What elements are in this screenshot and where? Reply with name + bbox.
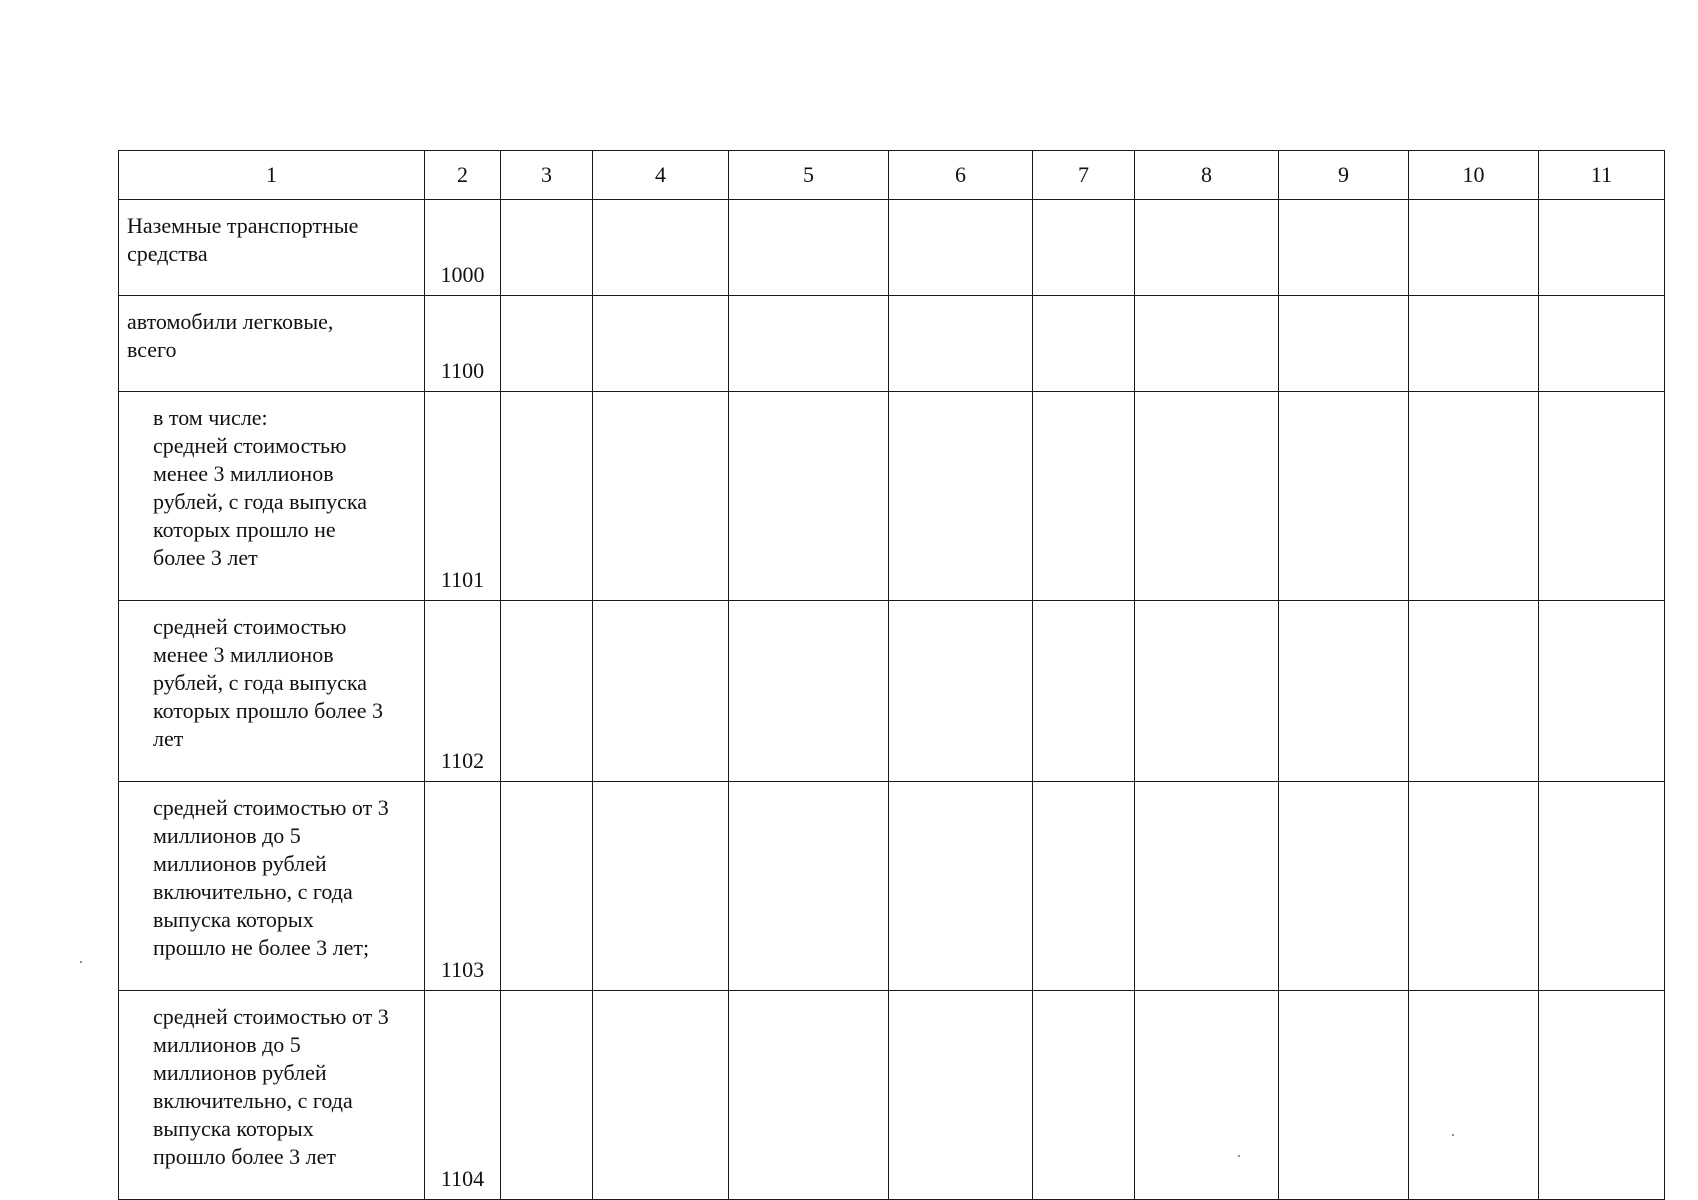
column-number-5: 5: [729, 151, 889, 200]
row-name-cell: [119, 296, 425, 392]
blank-cell-col-8[interactable]: [1135, 601, 1279, 782]
blank-cell-col-4[interactable]: [593, 200, 729, 296]
blank-cell-col-11[interactable]: [1539, 782, 1665, 991]
row-code-cell: 1103: [425, 782, 501, 991]
table-row: [119, 296, 1665, 392]
blank-cell-col-3[interactable]: [501, 601, 593, 782]
scan-speck: [80, 961, 82, 963]
blank-cell-col-5[interactable]: [729, 392, 889, 601]
row-name-line: миллионов до 5: [153, 823, 301, 848]
scan-speck: [1238, 1155, 1240, 1157]
blank-cell-col-3[interactable]: [501, 782, 593, 991]
blank-cell-col-9[interactable]: [1279, 296, 1409, 392]
column-number-9: 9: [1279, 151, 1409, 200]
blank-cell-col-4[interactable]: [593, 296, 729, 392]
blank-cell-col-11[interactable]: [1539, 296, 1665, 392]
row-name-line: прошло не более 3 лет;: [153, 935, 370, 960]
column-number-1: 1: [119, 151, 425, 200]
blank-cell-col-9[interactable]: [1279, 392, 1409, 601]
row-code-cell: 1102: [425, 601, 501, 782]
row-name-cell: [119, 782, 425, 991]
blank-cell-col-7[interactable]: [1033, 392, 1135, 601]
column-number-row: [119, 151, 1665, 200]
blank-cell-col-11[interactable]: [1539, 991, 1665, 1200]
row-name-line: более 3 лет: [153, 545, 258, 570]
row-name-line: в том числе:: [153, 405, 268, 430]
blank-cell-col-3[interactable]: [501, 991, 593, 1200]
blank-cell-col-9[interactable]: [1279, 782, 1409, 991]
row-name-line: миллионов до 5: [153, 1032, 301, 1057]
row-name-cell: [119, 601, 425, 782]
table-row: [119, 782, 1665, 991]
table-row: [119, 392, 1665, 601]
blank-cell-col-3[interactable]: [501, 296, 593, 392]
row-name-line: средней стоимостью от 3: [153, 1004, 389, 1029]
blank-cell-col-8[interactable]: [1135, 991, 1279, 1200]
column-number-8: 8: [1135, 151, 1279, 200]
blank-cell-col-7[interactable]: [1033, 601, 1135, 782]
blank-cell-col-8[interactable]: [1135, 782, 1279, 991]
column-number-10: 10: [1409, 151, 1539, 200]
row-name-line: миллионов рублей: [153, 1060, 327, 1085]
row-name-line: средней стоимостью от 3: [153, 795, 389, 820]
blank-cell-col-10[interactable]: [1409, 296, 1539, 392]
row-code-cell: 1000: [425, 200, 501, 296]
row-name-line: рублей, с года выпуска: [153, 670, 367, 695]
report-table: [118, 150, 1665, 1200]
blank-cell-col-9[interactable]: [1279, 991, 1409, 1200]
blank-cell-col-5[interactable]: [729, 200, 889, 296]
blank-cell-col-10[interactable]: [1409, 782, 1539, 991]
blank-cell-col-10[interactable]: [1409, 601, 1539, 782]
blank-cell-col-3[interactable]: [501, 200, 593, 296]
row-name-line: всего: [127, 337, 177, 362]
blank-cell-col-11[interactable]: [1539, 200, 1665, 296]
row-name-line: лет: [153, 726, 184, 751]
blank-cell-col-6[interactable]: [889, 782, 1033, 991]
column-number-6: 6: [889, 151, 1033, 200]
blank-cell-col-6[interactable]: [889, 392, 1033, 601]
column-number-4: 4: [593, 151, 729, 200]
row-name-line: которых прошло не: [153, 517, 336, 542]
row-name-line: средней стоимостью: [153, 614, 347, 639]
blank-cell-col-10[interactable]: [1409, 991, 1539, 1200]
row-name-line: включительно, с года: [153, 1088, 353, 1113]
blank-cell-col-11[interactable]: [1539, 601, 1665, 782]
table-row: [119, 601, 1665, 782]
table-row: [119, 991, 1665, 1200]
blank-cell-col-11[interactable]: [1539, 392, 1665, 601]
row-name-cell: [119, 200, 425, 296]
blank-cell-col-5[interactable]: [729, 782, 889, 991]
blank-cell-col-10[interactable]: [1409, 200, 1539, 296]
row-name-line: включительно, с года: [153, 879, 353, 904]
blank-cell-col-5[interactable]: [729, 991, 889, 1200]
row-name-line: выпуска которых: [153, 1116, 314, 1141]
blank-cell-col-7[interactable]: [1033, 296, 1135, 392]
row-code-cell: 1104: [425, 991, 501, 1200]
row-name-cell: [119, 392, 425, 601]
row-name-line: рублей, с года выпуска: [153, 489, 367, 514]
blank-cell-col-7[interactable]: [1033, 782, 1135, 991]
blank-cell-col-6[interactable]: [889, 601, 1033, 782]
row-name-line: которых прошло более 3: [153, 698, 383, 723]
row-name-cell: [119, 991, 425, 1200]
row-code-cell: 1100: [425, 296, 501, 392]
blank-cell-col-7[interactable]: [1033, 200, 1135, 296]
column-number-11: 11: [1539, 151, 1665, 200]
row-name-line: Наземные транспортные: [127, 213, 359, 238]
row-name-line: менее 3 миллионов: [153, 642, 334, 667]
blank-cell-col-9[interactable]: [1279, 200, 1409, 296]
blank-cell-col-4[interactable]: [593, 782, 729, 991]
blank-cell-col-3[interactable]: [501, 392, 593, 601]
blank-cell-col-10[interactable]: [1409, 392, 1539, 601]
row-name-line: менее 3 миллионов: [153, 461, 334, 486]
blank-cell-col-4[interactable]: [593, 392, 729, 601]
table-row: [119, 200, 1665, 296]
blank-cell-col-7[interactable]: [1033, 991, 1135, 1200]
row-code-cell: 1101: [425, 392, 501, 601]
blank-cell-col-4[interactable]: [593, 601, 729, 782]
blank-cell-col-4[interactable]: [593, 991, 729, 1200]
row-name-line: прошло более 3 лет: [153, 1144, 336, 1169]
row-name-line: средства: [127, 241, 208, 266]
blank-cell-col-6[interactable]: [889, 991, 1033, 1200]
blank-cell-col-8[interactable]: [1135, 392, 1279, 601]
column-number-3: 3: [501, 151, 593, 200]
column-number-7: 7: [1033, 151, 1135, 200]
blank-cell-col-5[interactable]: [729, 296, 889, 392]
blank-cell-col-8[interactable]: [1135, 296, 1279, 392]
row-name-line: миллионов рублей: [153, 851, 327, 876]
row-name-line: средней стоимостью: [153, 433, 347, 458]
column-number-2: 2: [425, 151, 501, 200]
table-body: [119, 200, 1665, 1200]
scan-speck: [1452, 1134, 1454, 1136]
row-name-line: выпуска которых: [153, 907, 314, 932]
blank-cell-col-8[interactable]: [1135, 200, 1279, 296]
blank-cell-col-6[interactable]: [889, 200, 1033, 296]
blank-cell-col-9[interactable]: [1279, 601, 1409, 782]
blank-cell-col-5[interactable]: [729, 601, 889, 782]
blank-cell-col-6[interactable]: [889, 296, 1033, 392]
row-name-line: автомобили легковые,: [127, 309, 334, 334]
